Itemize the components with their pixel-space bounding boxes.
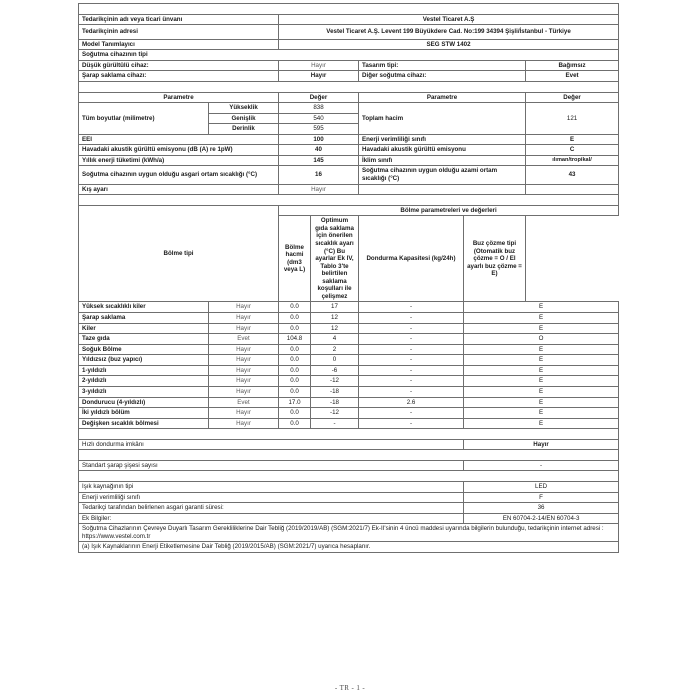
compartment-volume: 0.0 — [279, 344, 311, 355]
wine-storage-label: Şarap saklama cihazı: — [79, 71, 279, 82]
eei-label: EEI — [79, 134, 279, 145]
compartment-defrost: O — [464, 334, 619, 345]
compartment-present: Hayır — [209, 302, 279, 313]
compartment-freeze: - — [359, 418, 464, 429]
compartment-present: Hayır — [209, 323, 279, 334]
compartment-volume: 0.0 — [279, 376, 311, 387]
general-col-param-right: Parametre — [359, 92, 526, 103]
compartment-defrost: E — [464, 313, 619, 324]
compartment-volume: 0.0 — [279, 323, 311, 334]
table-row — [79, 397, 619, 408]
four-star-banner: 4-YILDIZLI BÖLMELER İÇİN — [79, 429, 619, 440]
compartment-freeze: 2.6 — [359, 397, 464, 408]
compartment-present: Hayır — [209, 365, 279, 376]
compartment-defrost: E — [464, 344, 619, 355]
compartment-present: Hayır — [209, 355, 279, 366]
compartment-temp: 12 — [311, 323, 359, 334]
compartment-present: Hayır — [209, 386, 279, 397]
min-ambient-label: Soğutma cihazının uygun olduğu asgari ortam sıcaklığı (°C) — [79, 166, 279, 184]
winter-setting-label: Kış ayarı — [79, 184, 279, 195]
compartment-type: 2-yıldızlı — [79, 376, 209, 387]
compartment-defrost: E — [464, 302, 619, 313]
compartment-temp: -12 — [311, 408, 359, 419]
compartment-present: Hayır — [209, 344, 279, 355]
general-row-winter — [79, 184, 619, 195]
compartments-group-header-row — [79, 205, 619, 216]
general-row-annual-energy — [79, 155, 619, 166]
model-label: Model Tanımlayıcı — [79, 39, 279, 50]
table-row — [79, 344, 619, 355]
general-parameters-banner: Genel Ürün Parametreleri — [79, 81, 619, 92]
compartment-freeze: - — [359, 365, 464, 376]
compartment-freeze: - — [359, 344, 464, 355]
compartment-volume: 0.0 — [279, 355, 311, 366]
compartment-temp: -12 — [311, 376, 359, 387]
energy-class-label: Enerji verimliliği sınıfı — [359, 134, 526, 145]
dimensions-label: Tüm boyutlar (milimetre) — [79, 103, 209, 135]
compartment-freeze: - — [359, 323, 464, 334]
compartment-header-spacer — [526, 216, 619, 302]
wine-storage-value: Hayır — [279, 71, 359, 82]
light-source-type-row — [79, 482, 619, 493]
supplier-website-note: Soğutma Cihazlarının Çevreye Duyarlı Tasarım Gerekliliklerine Dair Tebliğ (2019/2019/AB) (SGM:2021/7) Ek-II'sinin 4 üncü maddesi uyarında bilgilerin bulunduğu, tedarikçinin internet adresi : https://www.vestel.com.tr — [79, 524, 619, 542]
compartment-type: Yüksek sıcaklıklı kiler — [79, 302, 209, 313]
general-row-eei — [79, 134, 619, 145]
design-type-label: Tasarım tipi: — [359, 60, 526, 71]
general-empty-label — [359, 184, 526, 195]
general-col-value-right: Değer — [526, 92, 619, 103]
table-row — [79, 386, 619, 397]
dimension-value-height: 838 — [279, 103, 359, 114]
compartment-present: Evet — [209, 397, 279, 408]
dimension-value-width: 540 — [279, 113, 359, 124]
other-cooling-value: Evet — [526, 71, 619, 82]
compartment-type: 1-yıldızlı — [79, 365, 209, 376]
compartment-type-header: Bölme tipi — [79, 205, 279, 302]
light-source-class-label: Enerji verimliliği sınıfı — [79, 492, 464, 503]
compartment-present: Hayır — [209, 376, 279, 387]
other-cooling-label: Diğer soğutma cihazı: — [359, 71, 526, 82]
compartment-parameters-banner: Bölme Parametreleri — [79, 195, 619, 206]
footnote-a-row — [79, 542, 619, 553]
light-source-class-row — [79, 492, 619, 503]
compartment-volume: 0.0 — [279, 365, 311, 376]
compartment-temp: 12 — [311, 313, 359, 324]
compartment-type: Şarap saklama — [79, 313, 209, 324]
compartment-temp: 0 — [311, 355, 359, 366]
compartment-temp: -18 — [311, 397, 359, 408]
low-noise-value: Hayır — [279, 60, 359, 71]
fast-freeze-label: Hızlı dondurma imkânı — [79, 439, 464, 450]
climate-class-value: ılıman/tropikal/ — [526, 155, 619, 166]
warranty-value: 36 — [464, 503, 619, 514]
table-row — [79, 313, 619, 324]
compartment-present: Evet — [209, 334, 279, 345]
product-info-table — [78, 3, 619, 553]
dimension-name-depth: Derinlik — [209, 124, 279, 135]
compartment-present: Hayır — [209, 313, 279, 324]
compartment-volume: 0.0 — [279, 408, 311, 419]
footnote-a: (a) Işık Kaynaklarının Enerji Etiketlemesine Dair Tebliğ (2019/2015/AB) (SGM:2021/7) uyarıca hesaplanır. — [79, 542, 619, 553]
light-source-class-value: F — [464, 492, 619, 503]
supplier-name-row — [79, 14, 619, 25]
compartment-defrost: E — [464, 408, 619, 419]
compartment-type: Taze gıda — [79, 334, 209, 345]
noise-class-label: Havadaki akustik gürültü emisyonu — [359, 145, 526, 156]
dimension-name-height: Yükseklik — [209, 103, 279, 114]
design-type-value: Bağımsız — [526, 60, 619, 71]
compartment-temp-header: Optimum gıda saklama için önerilen sıcaklık ayarı (°C) Bu ayarlar Ek IV, Tablo 3'te belirtilen saklama koşulları ile çelişmez — [311, 216, 359, 302]
warranty-row — [79, 503, 619, 514]
table-row — [79, 323, 619, 334]
compartment-volume: 0.0 — [279, 418, 311, 429]
compartment-volume-header: Bölme hacmi (dm3 veya L) — [279, 216, 311, 302]
compartment-freeze: - — [359, 302, 464, 313]
table-row — [79, 408, 619, 419]
four-star-banner-row — [79, 429, 619, 440]
title-row — [79, 4, 619, 15]
wine-storage-banner: Şarap saklama cihazları için — [79, 450, 619, 461]
supplier-address-row — [79, 25, 619, 40]
compartment-freeze: - — [359, 313, 464, 324]
compartment-temp: -6 — [311, 365, 359, 376]
table-row — [79, 355, 619, 366]
compartment-present: Hayır — [209, 418, 279, 429]
compartment-freeze-header: Dondurma Kapasitesi (kg/24h) — [359, 216, 464, 302]
compartment-type: Değişken sıcaklık bölmesi — [79, 418, 209, 429]
compartment-type: Soğuk Bölme — [79, 344, 209, 355]
total-volume-label: Toplam hacim — [359, 103, 526, 135]
compartment-temp: 4 — [311, 334, 359, 345]
compartment-freeze: - — [359, 386, 464, 397]
compartment-defrost: E — [464, 397, 619, 408]
compartment-defrost: E — [464, 386, 619, 397]
table-row — [79, 365, 619, 376]
appliance-type-row — [79, 50, 619, 61]
max-ambient-value: 43 — [526, 166, 619, 184]
annual-energy-value: 145 — [279, 155, 359, 166]
max-ambient-label: Soğutma cihazının uygun olduğu azami ortam sıcaklığı (°C) — [359, 166, 526, 184]
annual-energy-label: Yıllık enerji tüketimi (kWh/a) — [79, 155, 279, 166]
noise-emission-label: Havadaki akustik gürültü emisyonu (dB (A) re 1pW) — [79, 145, 279, 156]
extra-info-row — [79, 513, 619, 524]
dimension-row-height — [79, 103, 619, 114]
min-ambient-value: 16 — [279, 166, 359, 184]
low-noise-label: Düşük gürültülü cihaz: — [79, 60, 279, 71]
climate-class-label: İklim sınıfı — [359, 155, 526, 166]
compartment-volume: 0.0 — [279, 302, 311, 313]
compartment-type: Yıldızsız (buz yapıcı) — [79, 355, 209, 366]
compartment-volume: 104.8 — [279, 334, 311, 345]
wine-storage-row — [79, 71, 619, 82]
dimension-value-depth: 595 — [279, 124, 359, 135]
table-row — [79, 334, 619, 345]
supplier-address-value: Vestel Ticaret A.Ş. Levent 199 Büyükdere Cad. No:199 34394 Şişli/İstanbul - Türkiye — [279, 25, 619, 40]
fast-freeze-row — [79, 439, 619, 450]
compartment-type: Dondurucu (4-yıldızlı) — [79, 397, 209, 408]
compartment-freeze: - — [359, 355, 464, 366]
energy-class-value: E — [526, 134, 619, 145]
model-row — [79, 39, 619, 50]
extra-info-value: EN 60704-2-14/EN 60704-3 — [464, 513, 619, 524]
wine-bottles-row — [79, 460, 619, 471]
compartment-temp: 17 — [311, 302, 359, 313]
winter-setting-value: Hayır — [279, 184, 359, 195]
light-source-banner: IŞIK KAYNAĞI PARAMETRELERİ(a,b) — [79, 471, 619, 482]
dimension-name-width: Genişlik — [209, 113, 279, 124]
compartment-defrost: E — [464, 418, 619, 429]
compartment-defrost: E — [464, 365, 619, 376]
table-row — [79, 376, 619, 387]
fast-freeze-value: Hayır — [464, 439, 619, 450]
compartment-type: 3-yıldızlı — [79, 386, 209, 397]
web-note-row — [79, 524, 619, 542]
table-row — [79, 418, 619, 429]
compartment-present: Hayır — [209, 408, 279, 419]
general-row-ambient — [79, 166, 619, 184]
general-col-value-left: Değer — [279, 92, 359, 103]
wine-banner-row — [79, 450, 619, 461]
compartment-defrost-header: Buz çözme tipi (Otomatik buz çözme = O / El ayarlı buz çözme = E) — [464, 216, 526, 302]
compartment-volume: 0.0 — [279, 386, 311, 397]
noise-emission-value: 40 — [279, 145, 359, 156]
compartment-freeze: - — [359, 334, 464, 345]
compartment-defrost: E — [464, 355, 619, 366]
compartment-type: İki yıldızlı bölüm — [79, 408, 209, 419]
light-source-type-value: LED — [464, 482, 619, 493]
compartment-temp: -18 — [311, 386, 359, 397]
low-noise-row — [79, 60, 619, 71]
compartment-defrost: E — [464, 323, 619, 334]
compartment-type: Kiler — [79, 323, 209, 334]
general-col-param-left: Parametre — [79, 92, 279, 103]
warranty-label: Tedarikçi tarafından belirlenen asgari garanti süresi: — [79, 503, 464, 514]
compartments-banner-row — [79, 195, 619, 206]
wine-bottles-label: Standart şarap şişesi sayısı — [79, 460, 464, 471]
wine-bottles-value: - — [464, 460, 619, 471]
eei-value: 100 — [279, 134, 359, 145]
general-empty-value — [526, 184, 619, 195]
compartment-temp: 2 — [311, 344, 359, 355]
compartment-freeze: - — [359, 408, 464, 419]
general-row-noise — [79, 145, 619, 156]
supplier-name-value: Vestel Ticaret A.Ş — [279, 14, 619, 25]
compartment-defrost: E — [464, 376, 619, 387]
total-volume-value: 121 — [526, 103, 619, 135]
document-title: TR - ÜRÜN BİLGİ FORMU — [79, 4, 619, 15]
extra-info-label: Ek Bilgiler: — [79, 513, 464, 524]
compartment-values-group-header: Bölme parametreleri ve değerleri — [279, 205, 619, 216]
document-sheet — [78, 3, 618, 553]
supplier-address-label: Tedarikçinin adresi — [79, 25, 279, 40]
light-source-banner-row — [79, 471, 619, 482]
compartment-volume: 0.0 — [279, 313, 311, 324]
compartment-volume: 17.0 — [279, 397, 311, 408]
light-source-type-label: Işık kaynağının tipi — [79, 482, 464, 493]
general-header-row — [79, 92, 619, 103]
compartment-temp: - — [311, 418, 359, 429]
compartment-freeze: - — [359, 376, 464, 387]
page-footer: - TR - 1 - — [334, 684, 366, 692]
table-row — [79, 302, 619, 313]
supplier-name-label: Tedarikçinin adı veya ticari ünvanı — [79, 14, 279, 25]
noise-class-value: C — [526, 145, 619, 156]
appliance-type-label: Soğutma cihazının tipi — [79, 50, 619, 61]
general-banner-row — [79, 81, 619, 92]
model-value: SEG STW 1402 — [279, 39, 619, 50]
